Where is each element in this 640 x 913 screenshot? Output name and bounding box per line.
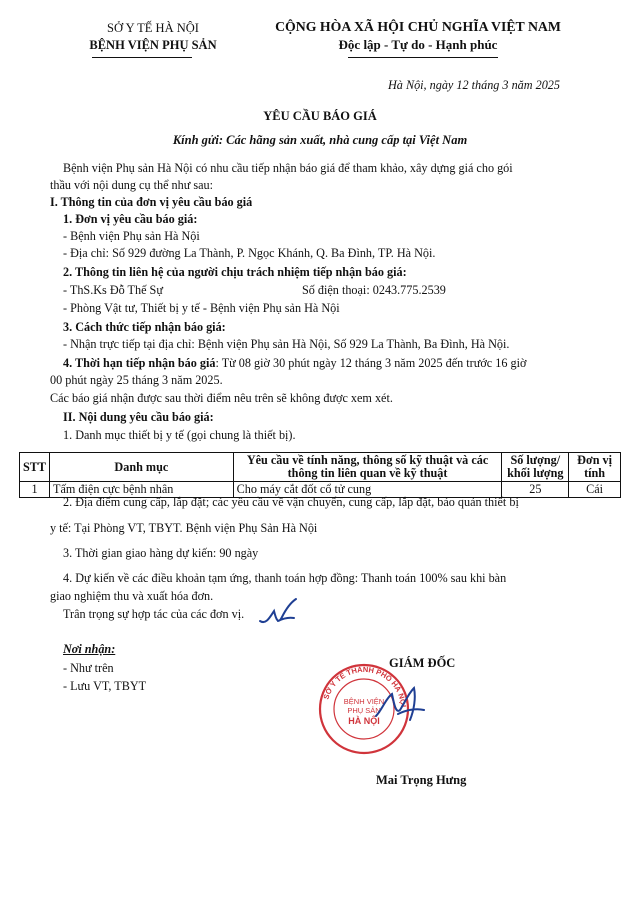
table-header-row <box>20 453 621 482</box>
s4-detail-2: 00 phút ngày 25 tháng 3 năm 2025. <box>50 373 223 387</box>
col-header-spec <box>233 453 502 482</box>
s2-person: - ThS.Ks Đỗ Thế Sự <box>63 283 163 297</box>
s4-detail-1: : Từ 08 giờ 30 phút ngày 12 tháng 3 năm 2025 đến trước 16 giờ <box>215 356 527 370</box>
s1-heading: 1. Đơn vị yêu cầu báo giá: <box>63 212 198 226</box>
national-title: CỘNG HÒA XÃ HỘI CHỦ NGHĨA VIỆT NAM <box>275 19 561 34</box>
stamp-line-3: HÀ NỘI <box>348 716 380 726</box>
row-unit: Cái <box>569 482 621 498</box>
recipient-1: - Như trên <box>63 661 114 675</box>
intro-line-2: thầu với nội dung cụ thể như sau: <box>50 178 214 192</box>
row-name: Tấm điện cực bệnh nhân <box>50 482 234 498</box>
issuer-name: BỆNH VIỆN PHỤ SẢN <box>89 38 217 52</box>
item-1: 1. Danh mục thiết bị y tế (gọi chung là thiết bị). <box>63 428 296 442</box>
s1-address: - Địa chỉ: Số 929 đường La Thành, P. Ngọc Khánh, Q. Ba Đình, TP. Hà Nội. <box>63 246 436 260</box>
stamp-line-1: BỆNH VIỆN <box>343 697 385 706</box>
row-qty: 25 <box>502 482 569 498</box>
section-1-heading: I. Thông tin của đơn vị yêu cầu báo giá <box>50 195 253 209</box>
unit-header-line-1: Đơn vị <box>577 453 613 467</box>
item-4-line-2: giao nghiệm thu và xuất hóa đơn. <box>50 589 214 603</box>
item-2-line-2: y tế: Tại Phòng VT, TBYT. Bệnh viện Phụ Sản Hà Nội <box>50 521 318 535</box>
stamp-line-2: PHỤ SẢN <box>347 706 381 715</box>
intro-line-1: Bệnh viện Phụ sản Hà Nội có nhu cầu tiếp nhận báo giá để tham khảo, xây dựng giá cho gói <box>63 161 513 175</box>
col-header-stt: STT <box>20 453 50 482</box>
stamp-ring-text: SỞ Y TẾ THÀNH PHỐ HÀ NỘI <box>321 664 408 708</box>
national-motto: Độc lập - Tự do - Hạnh phúc <box>338 37 498 52</box>
s2-department: - Phòng Vật tư, Thiết bị y tế - Bệnh viện Phụ sản Hà Nội <box>63 301 340 315</box>
s2-heading: 2. Thông tin liên hệ của người chịu trách nhiệm tiếp nhận báo giá: <box>63 265 407 279</box>
row-stt: 1 <box>20 482 50 498</box>
unit-header-line-2: tính <box>584 466 606 480</box>
date-line: Hà Nội, ngày 12 tháng 3 năm 2025 <box>388 78 560 92</box>
section-2-heading: II. Nội dung yêu cầu báo giá: <box>63 410 214 424</box>
spec-header-line-2: thông tin liên quan về kỹ thuật <box>287 466 448 480</box>
qty-header-line-1: Số lượng/ <box>510 453 561 467</box>
s3-detail: - Nhận trực tiếp tại địa chỉ: Bệnh viện Phụ sản Hà Nội, Số 929 La Thành, Ba Đình, Hà Nội. <box>63 337 510 351</box>
closing-line: Trân trọng sự hợp tác của các đơn vị. <box>63 607 245 621</box>
item-4-line-1: 4. Dự kiến về các điều khoản tạm ứng, thanh toán hợp đồng: Thanh toán 100% sau khi bàn <box>63 571 507 585</box>
col-header-name: Danh mục <box>50 453 234 482</box>
s1-unit: - Bệnh viện Phụ sản Hà Nội <box>63 229 200 243</box>
s4-heading: 4. Thời hạn tiếp nhận báo giá <box>63 356 216 370</box>
initials-signature <box>258 597 300 631</box>
s2-phone: Số điện thoại: 0243.775.2539 <box>302 283 446 297</box>
national-heading <box>258 18 578 54</box>
issuer-underline <box>92 57 192 58</box>
signer-name: Mai Trọng Hưng <box>376 773 467 787</box>
director-signature <box>372 680 428 728</box>
item-3: 3. Thời gian giao hàng dự kiến: 90 ngày <box>63 546 259 560</box>
col-header-unit <box>569 453 621 482</box>
issuer-block <box>58 20 248 54</box>
col-header-qty <box>502 453 569 482</box>
row-spec: Cho máy cắt đốt cổ tử cung <box>233 482 502 498</box>
s4-note: Các báo giá nhận được sau thời điểm nêu trên sẽ không được xem xét. <box>50 391 393 405</box>
signer-title: GIÁM ĐỐC <box>389 656 456 670</box>
item-table <box>19 452 621 498</box>
document-title: YÊU CẦU BÁO GIÁ <box>263 109 377 123</box>
recipients-heading: Nơi nhận: <box>63 642 116 656</box>
s3-heading: 3. Cách thức tiếp nhận báo giá: <box>63 320 226 334</box>
s4-line-1 <box>63 355 526 371</box>
motto-underline <box>348 57 498 58</box>
spec-header-line-1: Yêu cầu về tính năng, thông số kỹ thuật và các <box>246 453 489 467</box>
item-2-line-1: 2. Địa điểm cung cấp, lắp đặt; các yêu cầu về vận chuyển, cung cấp, lắp đặt, bảo quản thiết bị <box>63 495 519 509</box>
qty-header-line-2: khối lượng <box>507 466 564 480</box>
recipient-2: - Lưu VT, TBYT <box>63 679 147 693</box>
issuer-authority: SỞ Y TẾ HÀ NỘI <box>107 21 199 35</box>
recipient-line: Kính gửi: Các hãng sản xuất, nhà cung cấp tại Việt Nam <box>172 133 468 147</box>
